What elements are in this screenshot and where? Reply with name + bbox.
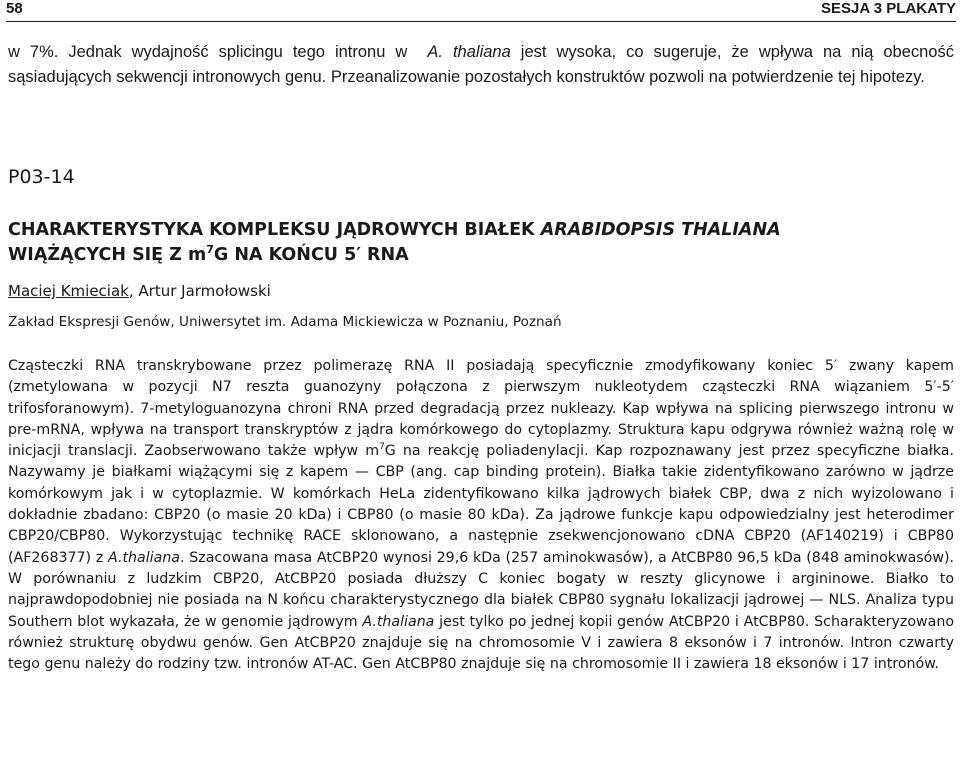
title-text-1: CHARAKTERYSTYKA KOMPLEKSU JĄDROWYCH BIAŁEK (8, 220, 535, 240)
header-rule (6, 21, 956, 22)
poster-title (8, 218, 954, 268)
abstract-superscript: 7 (379, 442, 385, 453)
abstract-species-1: A.thaliana (108, 549, 181, 566)
page-number: 58 (6, 0, 23, 17)
abstract-species-2: A.thaliana (362, 613, 435, 630)
abstract-body (8, 356, 954, 675)
affiliation: Zakład Ekspresji Genów, Uniwersytet im. Adama Mickiewicza w Poznaniu, Poznań (8, 314, 562, 330)
intro-species: A. thaliana (427, 43, 511, 61)
intro-text-2: jest wysoka, co sugeruje, że wpływa na nią obecność sąsiadujących sekwencji intronowych genu. Przeanalizowanie pozostałych konstruktów pozwoli na potwierdzenie tej hipotezy. (8, 43, 954, 86)
running-header (6, 0, 956, 22)
intro-text-1: w 7%. Jednak wydajność splicingu tego intronu w (8, 43, 408, 61)
intro-paragraph (8, 40, 954, 89)
title-text-3: G NA KOŃCU 5′ RNA (213, 245, 409, 265)
authors (8, 282, 271, 300)
abstract-text-1: Cząsteczki RNA transkrybowane przez polimerazę RNA II posiadają specyficznie zmodyfikowany koniec 5′ zwany kapem (zmetylowana w pozycji N7 reszta guanozyny połączona z pierwszym nukleotydem cząsteczki RNA wiązaniem 5′-5′ trifosforanowym). 7-metyloguanozyna chroni RNA przed degradacją przez nukleazy. Kap wpływa na splicing pierwszego intronu w pre-mRNA, wpływa na transport transkryptów z jądra komórkowego do cytoplazmy. Struktura kapu odgrywa również ważną rolę w inicjacji translacji. Zaobserwowano także wpływ m (8, 358, 954, 460)
co-authors: , Artur Jarmołowski (128, 282, 271, 300)
presenting-author: Maciej Kmieciak (8, 282, 129, 300)
title-text-2: WIĄŻĄCYCH SIĘ Z m (8, 245, 207, 265)
title-line-2 (8, 243, 954, 268)
title-line-1 (8, 218, 954, 243)
abstract-text-4: jest tylko po jednej kopii genów AtCBP20 i AtCBP80. Scharakteryzowano również strukturę obydwu genów. Gen AtCBP20 znajduje się na chromosomie V i zawiera 8 eksonów i 7 intronów. Intron czwarty tego genu należy do rodziny tzw. intronów AT-AC. Gen AtCBP80 znajduje się na chromosomie II i zawiera 18 eksonów i 17 intronów. (8, 613, 955, 673)
title-superscript: 7 (206, 243, 214, 256)
title-species: ARABIDOPSIS THALIANA (540, 220, 781, 240)
section-name: SESJA 3 PLAKATY (820, 0, 956, 17)
poster-id: P03-14 (8, 166, 75, 188)
abstract-text-2: G na reakcję poliadenylacji. Kap rozpoznawany jest przez specyficzne białka. Nazywamy je białkami wiążącymi się z kapem — CBP (ang. cap binding protein). Białka takie zidentyfikowano zarówno w jądrze komórkowym jak i w cytoplazmie. W komórkach HeLa zidentyfikowano kilka jądrowych białek CBP, dwa z nich wyizolowano i dokładnie zbadano: CBP20 (o masie 20 kDa) i CBP80 (o masie 80 kDa). Za jądrowe funkcje kapu odpowiedzialny jest heterodimer CBP20/CBP80. Wykorzystując technikę RACE sklonowano, a następnie zsekwencjonowano cDNA CBP20 (AF140219) i CBP80 (AF268377) z (8, 443, 954, 566)
abstract-text-3: . Szacowana masa AtCBP20 wynosi 29,6 kDa (257 aminokwasów), a AtCBP80 96,5 kDa (848 aminokwasów). W porównaniu z ludzkim CBP20, AtCBP20 posiada dłuższy C koniec bogaty w reszty glicynowe i argininowe. Białko to najprawdopodobniej nie posiada na N końcu charakterystycznego dla białek CBP80 sygnału lokalizacji jądrowej — NLS. Analiza typu Southern blot wykazała, że w genomie jądrowym (8, 549, 954, 630)
